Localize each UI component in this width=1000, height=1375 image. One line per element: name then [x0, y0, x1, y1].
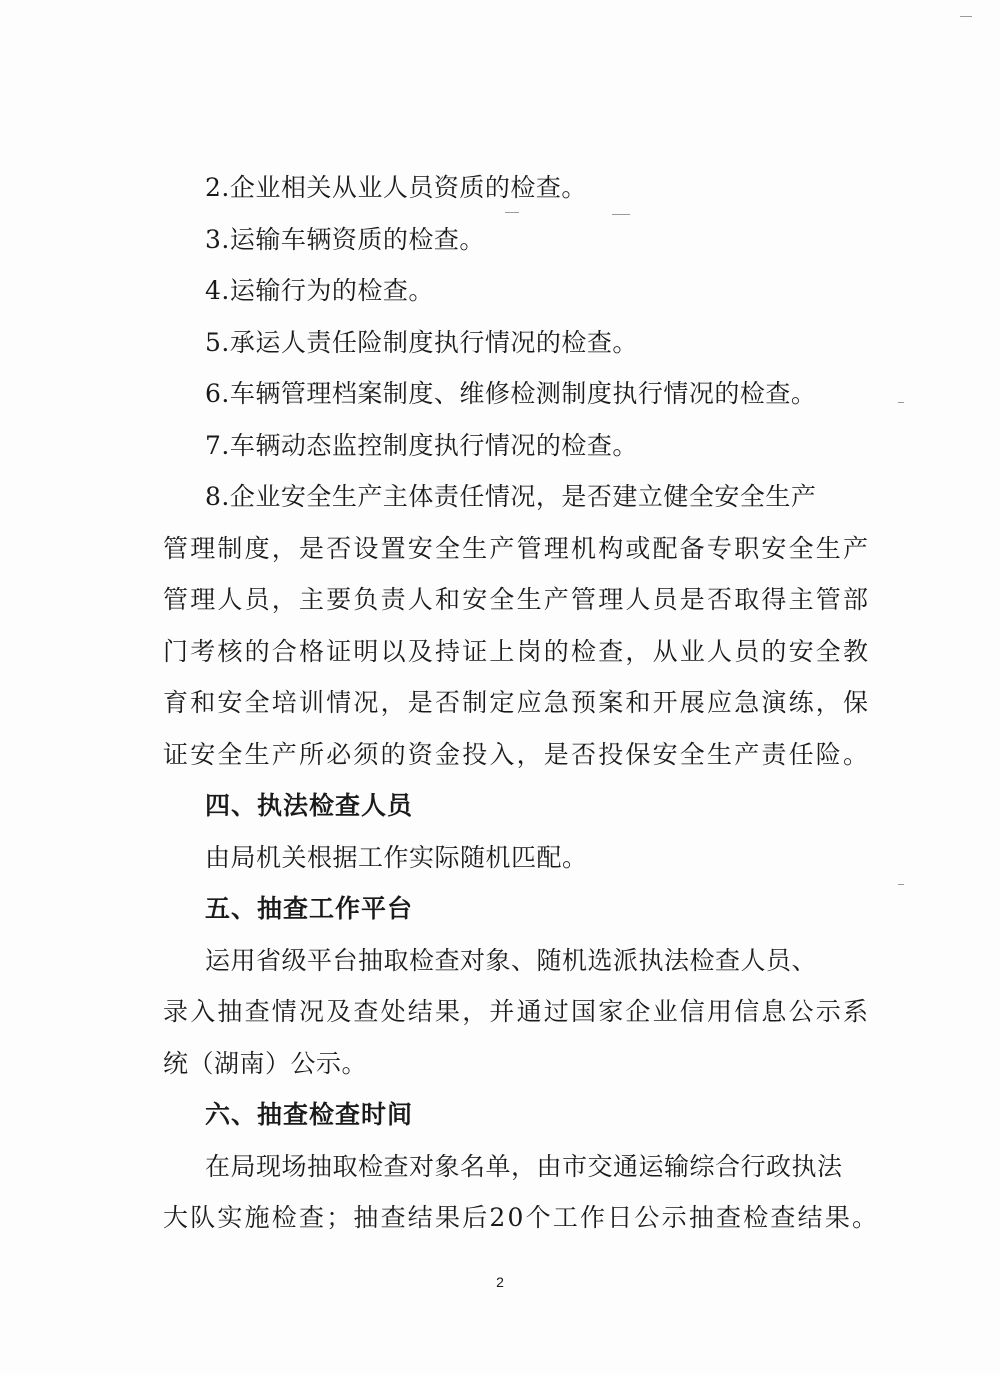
- section-6-body-line-1: 在局现场抽取检查对象名单，由市交通运输综合行政执法: [205, 1151, 843, 1181]
- scan-speck: [898, 402, 904, 403]
- section-6-body-line-2: 大队实施检查；抽查结果后20个工作日公示抽查检查结果。: [163, 1203, 880, 1232]
- section-5-body-line-1: 运用省级平台抽取检查对象、随机选派执法检查人员、: [205, 945, 818, 975]
- list-item-8-line-5: 育和安全培训情况，是否制定应急预案和开展应急演练，保: [163, 688, 871, 717]
- section-heading-4: 四、执法检查人员: [205, 791, 414, 820]
- list-item-4: 4.运输行为的检查。: [205, 276, 434, 305]
- list-item-5: 5.承运人责任险制度执行情况的检查。: [205, 327, 638, 357]
- list-item-7: 7.车辆动态监控制度执行情况的检查。: [205, 430, 638, 460]
- section-heading-5: 五、抽查工作平台: [205, 894, 414, 923]
- list-item-6: 6.车辆管理档案制度、维修检测制度执行情况的检查。: [205, 379, 817, 408]
- list-item-8-line-4: 门考核的合格证明以及持证上岗的检查，从业人员的安全教: [163, 636, 871, 666]
- section-5-body-line-2: 录入抽查情况及查处结果，并通过国家企业信用信息公示系: [163, 997, 871, 1026]
- section-4-body: 由局机关根据工作实际随机匹配。: [205, 842, 588, 872]
- list-item-3: 3.运输车辆资质的检查。: [205, 224, 485, 254]
- section-heading-6: 六、抽查检查时间: [205, 1100, 414, 1129]
- scan-speck: [898, 884, 904, 885]
- list-item-8-line-3: 管理人员，主要负责人和安全生产管理人员是否取得主管部: [163, 585, 871, 614]
- list-item-8-line-2: 管理制度，是否设置安全生产管理机构或配备专职安全生产: [163, 533, 871, 563]
- list-item-8-line-6: 证安全生产所必须的资金投入，是否投保安全生产责任险。: [163, 739, 871, 769]
- list-item-8-line-1: 8.企业安全生产主体责任情况，是否建立健全安全生产: [205, 482, 817, 511]
- list-item-2: 2.企业相关从业人员资质的检查。: [205, 173, 587, 202]
- scan-speck: [960, 16, 972, 17]
- document-body: [163, 162, 880, 1244]
- page-number: 2: [496, 1274, 504, 1290]
- section-5-body-line-3: 统（湖南）公示。: [163, 1048, 368, 1078]
